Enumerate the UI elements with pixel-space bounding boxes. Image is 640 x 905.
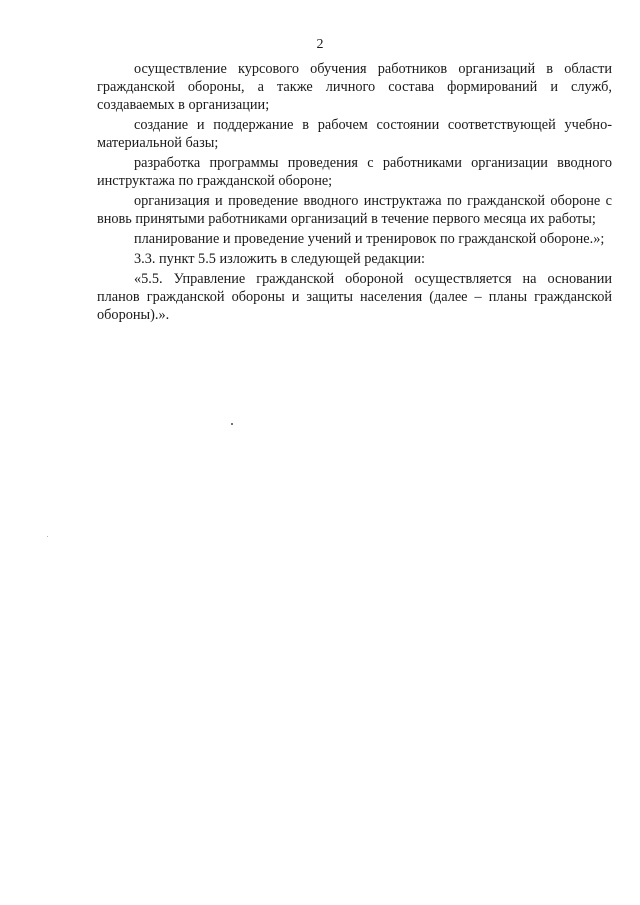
paragraph-training-base: создание и поддержание в рабочем состоянии соответствующей учебно-материальной базы;	[97, 117, 612, 151]
page-number: 2	[316, 37, 324, 52]
paragraph-clause-3-3: 3.3. пункт 5.5 изложить в следующей редакции:	[134, 251, 426, 267]
paragraph-clause-5-5: «5.5. Управление гражданской обороной осуществляется на основании планов гражданской обороны и защиты населения (далее – планы гражданской обороны).».	[97, 271, 612, 323]
paragraph-exercises: планирование и проведение учений и тренировок по гражданской обороне.»;	[134, 231, 605, 247]
paragraph-briefing-program: разработка программы проведения с работниками организации вводного инструктажа по гражданской обороне;	[97, 155, 612, 189]
scan-speck	[47, 536, 48, 537]
paragraph-briefing-conduct: организация и проведение вводного инструктажа по гражданской обороне с вновь принятыми работниками организаций в течение первого месяца их работы;	[97, 193, 612, 227]
document-body	[97, 60, 612, 326]
scan-speck	[231, 423, 233, 425]
paragraph-course-training: осуществление курсового обучения работников организаций в области гражданской обороны, а также личного состава формирований и служб, создаваемых в организации;	[97, 61, 612, 113]
